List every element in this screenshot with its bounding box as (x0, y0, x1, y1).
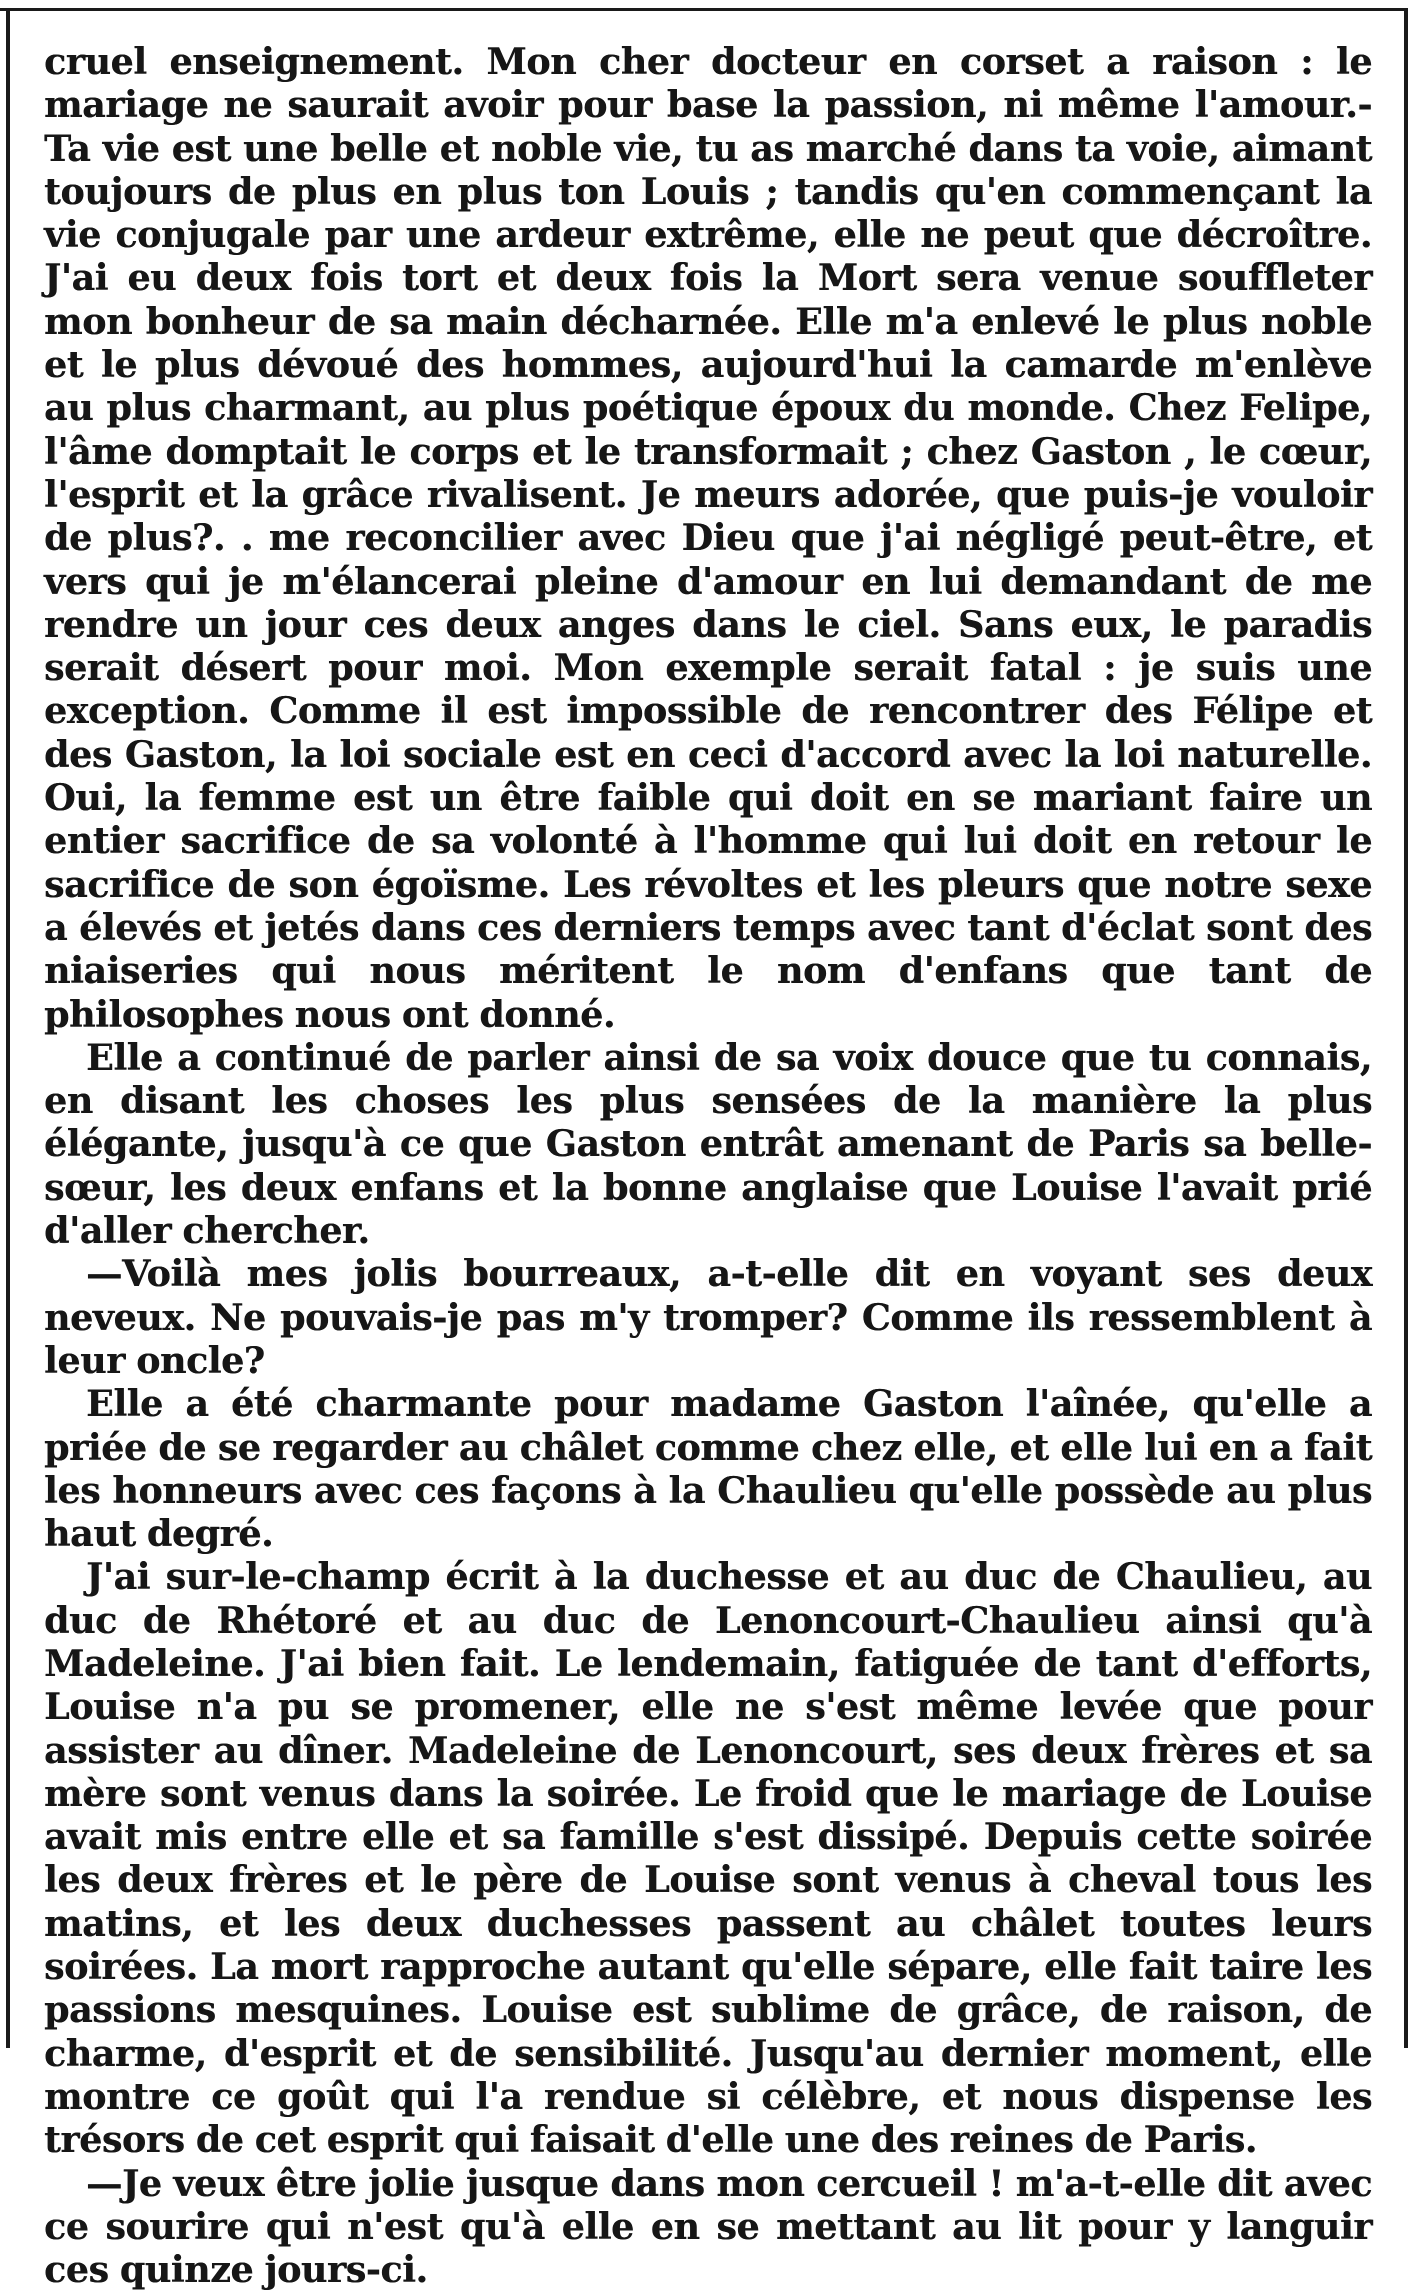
paragraph-2: Elle a continué de parler ainsi de sa voix douce que tu connais, en disant les choses les plus sensées de la manière la plus élégante, jusqu'à ce que Gaston entrât amenant de Paris sa belle-sœur, les deux enfans et la bonne anglaise que Louise l'avait prié d'aller chercher. (44, 1035, 1372, 1253)
paragraph-3: —Voilà mes jolis bourreaux, a-t-elle dit en voyant ses deux neveux. Ne pouvais-je pas m'y tromper? Comme ils ressemblent à leur oncle? (44, 1252, 1372, 1382)
paragraph-4: Elle a été charmante pour madame Gaston l'aînée, qu'elle a priée de se regarder au châlet comme chez elle, et elle lui en a fait les honneurs avec ces façons à la Chaulieu qu'elle possède au plus haut degré. (44, 1382, 1372, 1556)
paragraph-6: —Je veux être jolie jusque dans mon cercueil ! m'a-t-elle dit avec ce sourire qui n'est qu'à elle en se mettant au lit pour y languir ces quinze jours-ci. (44, 2161, 1372, 2291)
top-border-rule (0, 8, 1408, 11)
right-column-rule (1404, 8, 1408, 2048)
left-column-rule (6, 8, 10, 2048)
paragraph-1: cruel enseignement. Mon cher docteur en corset a raison : le mariage ne saurait avoir pour base la passion, ni même l'amour.- Ta vie est une belle et noble vie, tu as marché dans ta voie, aimant toujours de plus en plus ton Louis ; tandis qu'en commençant la vie conjugale par une ardeur extrême, elle ne peut que décroître. J'ai eu deux fois tort et deux fois la Mort sera venue souffleter mon bonheur de sa main décharnée. Elle m'a enlevé le plus noble et le plus dévoué des hommes, aujourd'hui la camarde m'enlève au plus charmant, au plus poétique époux du monde. Chez Felipe, l'âme domptait le corps et le transformait ; chez Gaston , le cœur, l'esprit et la grâce rivalisent. Je meurs adorée, que puis-je vouloir de plus?. . me reconcilier avec Dieu que j'ai négligé peut-être, et vers qui je m'élancerai pleine d'amour en lui demandant de me rendre un jour ces deux anges dans le ciel. Sans eux, le paradis serait désert pour moi. Mon exemple serait fatal : je suis une exception. Comme il est impossible de rencontrer des Félipe et des Gaston, la loi sociale est en ceci d'accord avec la loi naturelle. Oui, la femme est un être faible qui doit en se mariant faire un entier sacrifice de sa volonté à l'homme qui lui doit en retour le sacrifice de son égoïsme. Les révoltes et les pleurs que notre sexe a élevés et jetés dans ces derniers temps avec tant d'éclat sont des niaiseries qui nous méritent le nom d'enfans que tant de philosophes nous ont donné. (44, 40, 1372, 1036)
paragraph-5: J'ai sur-le-champ écrit à la duchesse et au duc de Chaulieu, au duc de Rhétoré et au duc de Lenoncourt-Chaulieu ainsi qu'à Madeleine. J'ai bien fait. Le lendemain, fatiguée de tant d'efforts, Louise n'a pu se promener, elle ne s'est même levée que pour assister au dîner. Madeleine de Lenoncourt, ses deux frères et sa mère sont venus dans la soirée. Le froid que le mariage de Louise avait mis entre elle et sa famille s'est dissipé. Depuis cette soirée les deux frères et le père de Louise sont venus à cheval tous les matins, et les deux duchesses passent au châlet toutes leurs soirées. La mort rapproche autant qu'elle sépare, elle fait taire les passions mesquines. Louise est sublime de grâce, de raison, de charme, d'esprit et de sensibilité. Jusqu'au dernier moment, elle montre ce goût qui l'a rendue si célèbre, et nous dispense les trésors de cet esprit qui faisait d'elle une des reines de Paris. (44, 1555, 1372, 2162)
article-column (44, 40, 1372, 2291)
